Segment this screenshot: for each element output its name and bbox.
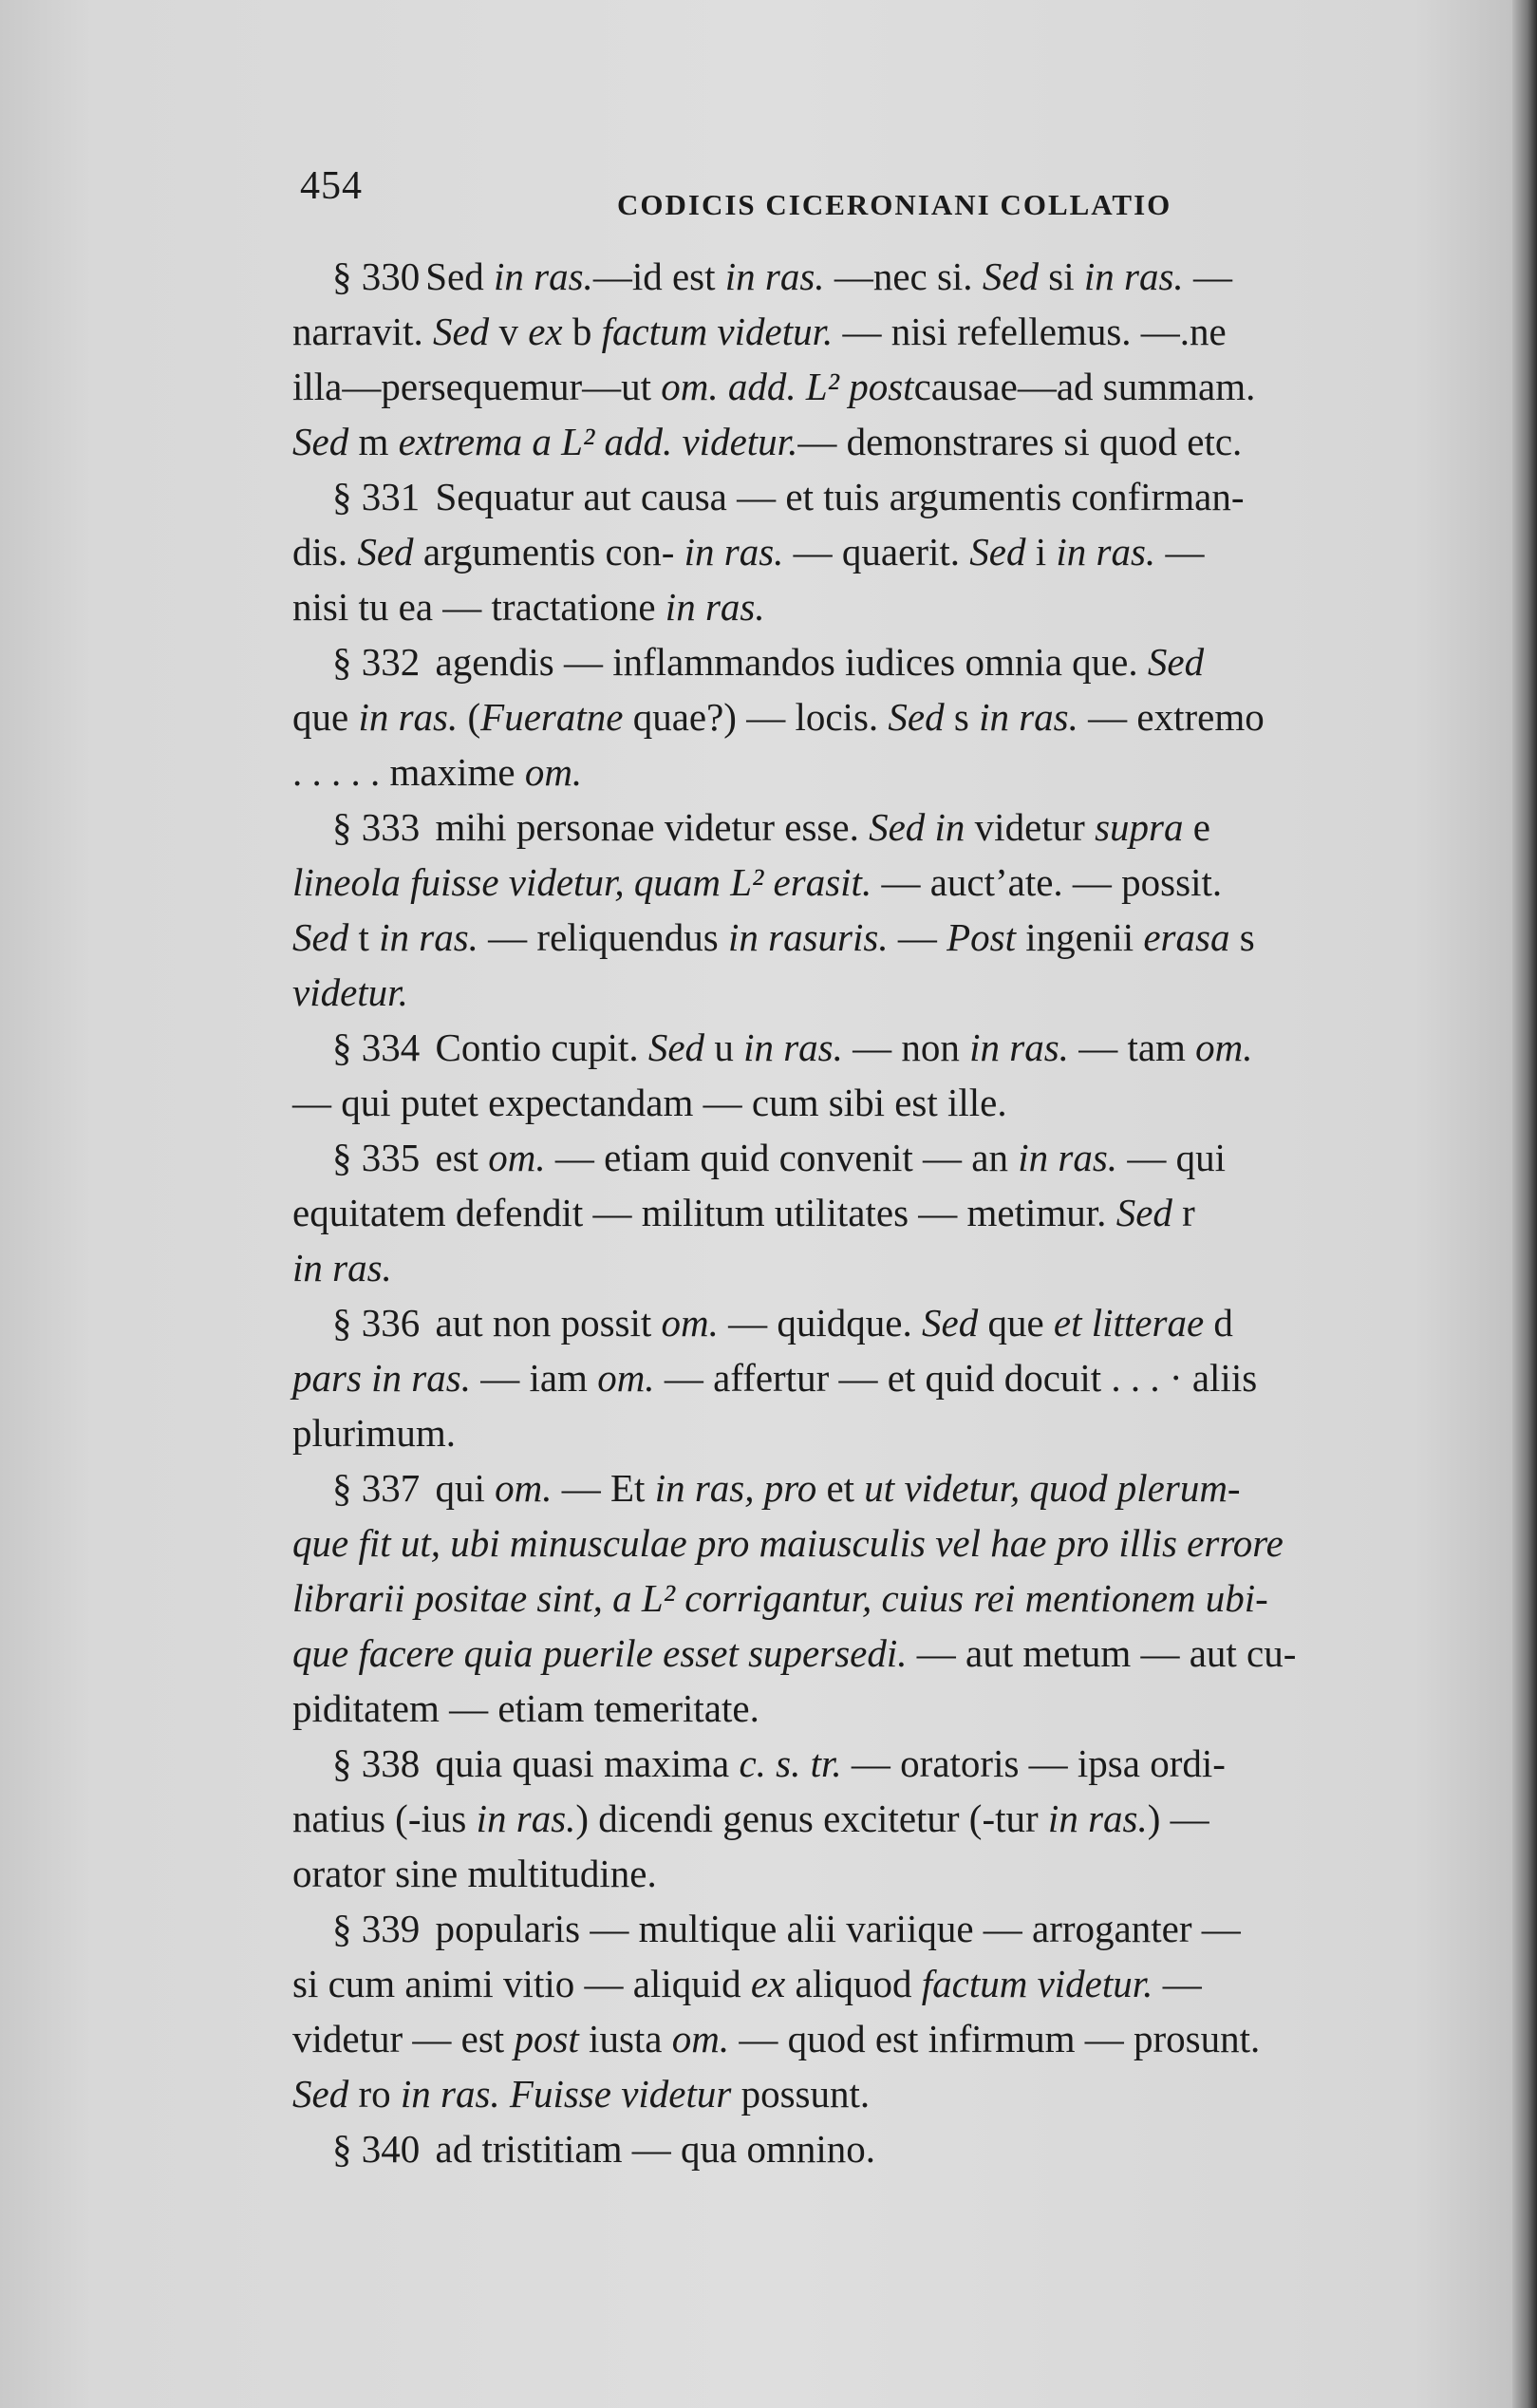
text-line: § 330 Sed in ras.—id est in ras. —nec si. Sed si in ras. — — [332, 254, 1232, 298]
entry-337 — [292, 1460, 1436, 1736]
text-line: § 336 aut non possit om. — quidque. Sed que et litterae d — [332, 1301, 1233, 1345]
entry-338 — [292, 1736, 1436, 1901]
entry-330 — [292, 249, 1436, 469]
text-line: . . . . . maxime om. — [292, 750, 583, 794]
text-line: que facere quia puerile esset supersedi. — aut metum — aut cu- — [292, 1631, 1297, 1675]
page-edge-shadow — [1512, 0, 1537, 2408]
text-line: lineola fuisse videtur, quam L² erasit. — auct’ate. — possit. — [292, 860, 1223, 904]
text-line: illa—persequemur—ut om. add. L² postcausae—ad summam. — [292, 365, 1256, 408]
text-line: videtur. — [292, 970, 408, 1014]
text-line: nisi tu ea — tractatione in ras. — [292, 585, 765, 629]
page-number: 454 — [300, 164, 363, 208]
text-line: § 340 ad tristitiam — qua omnino. — [332, 2127, 875, 2171]
text-line: § 338 quia quasi maxima c. s. tr. — oratoris — ipsa ordi- — [332, 1741, 1226, 1785]
entry-336 — [292, 1295, 1436, 1460]
entry-340 — [292, 2121, 1436, 2176]
collation-text — [292, 249, 1436, 2176]
text-line: librarii positae sint, a L² corrigantur, cuius rei mentionem ubi- — [292, 1576, 1268, 1620]
text-line: § 335 est om. — etiam quid convenit — an in ras. — qui — [332, 1136, 1226, 1179]
text-line: Sed m extrema a L² add. videtur.— demonstrares si quod etc. — [292, 420, 1243, 463]
text-line: § 337 qui om. — Et in ras, pro et ut videtur, quod plerum- — [332, 1466, 1241, 1510]
text-line: piditatem — etiam temeritate. — [292, 1686, 759, 1730]
text-line: Sed ro in ras. Fuisse videtur possunt. — [292, 2072, 871, 2116]
text-line: narravit. Sed v ex b factum videtur. — nisi refellemus. —.ne — [292, 310, 1227, 353]
text-line: videtur — est post iusta om. — quod est infirmum — prosunt. — [292, 2017, 1261, 2060]
text-line: § 333 mihi personae videtur esse. Sed in videtur supra e — [332, 805, 1210, 849]
entry-332 — [292, 634, 1436, 800]
entry-335 — [292, 1130, 1436, 1295]
entry-333 — [292, 800, 1436, 1020]
text-line: equitatem defendit — militum utilitates — metimur. Sed r — [292, 1191, 1195, 1234]
text-line: que fit ut, ubi minusculae pro maiusculis vel hae pro illis errore — [292, 1521, 1284, 1565]
entry-334 — [292, 1020, 1436, 1130]
text-line: natius (-ius in ras.) dicendi genus excitetur (-tur in ras.) — — [292, 1797, 1209, 1840]
text-line: que in ras. (Fueratne quae?) — locis. Sed s in ras. — extremo — [292, 695, 1265, 739]
text-line: § 334 Contio cupit. Sed u in ras. — non in ras. — tam om. — [332, 1025, 1253, 1069]
page-header — [300, 160, 1411, 221]
text-line: dis. Sed argumentis con- in ras. — quaerit. Sed i in ras. — — [292, 530, 1205, 574]
text-line: si cum animi vitio — aliquid ex aliquod factum videtur. — — [292, 1962, 1202, 2005]
text-line: plurimum. — [292, 1411, 456, 1455]
text-line: § 332 agendis — inflammandos iudices omnia que. Sed — [332, 640, 1205, 684]
text-line: pars in ras. — iam om. — affertur — et quid docuit . . . · aliis — [292, 1356, 1258, 1400]
entry-331 — [292, 469, 1436, 634]
text-line: § 331 Sequatur aut causa — et tuis argumentis confirman- — [332, 475, 1245, 518]
running-title: CODICIS CICERONIANI COLLATIO — [617, 188, 1172, 221]
entry-339 — [292, 1901, 1436, 2121]
text-line: Sed t in ras. — reliquendus in rasuris. — Post ingenii erasa s — [292, 915, 1255, 959]
text-line: — qui putet expectandam — cum sibi est ille. — [292, 1081, 1007, 1124]
text-line: in ras. — [292, 1246, 392, 1289]
text-line: § 339 popularis — multique alii variique — arroganter — — [332, 1907, 1241, 1950]
text-line: orator sine multitudine. — [292, 1852, 657, 1895]
